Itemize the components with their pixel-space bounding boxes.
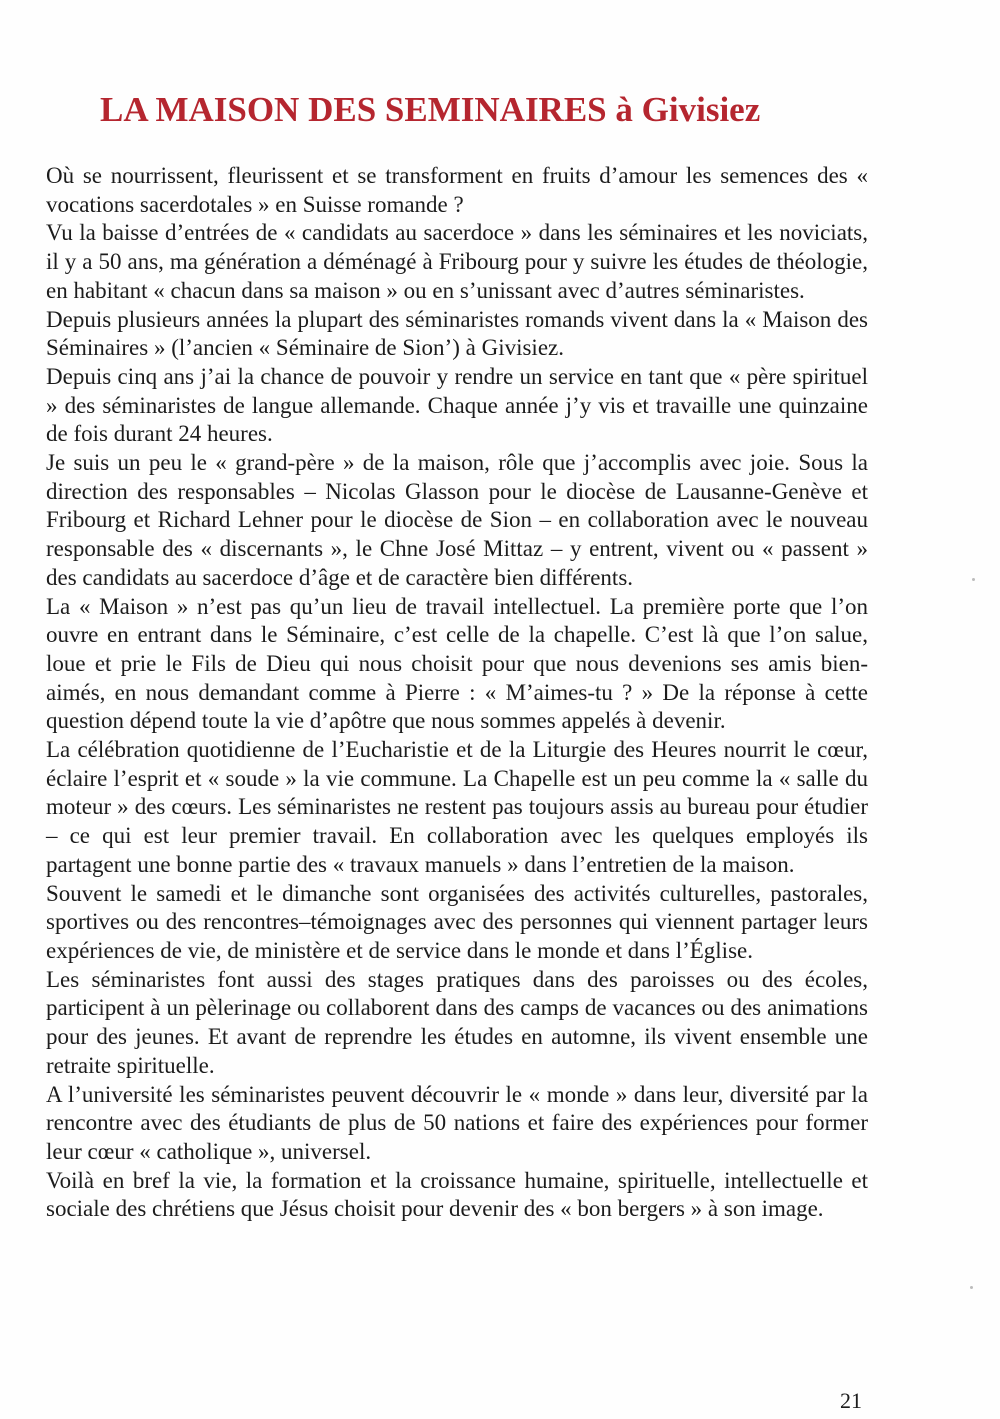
paragraph: La célébration quotidienne de l’Eucharistie et de la Liturgie des Heures nourrit le cœur, éclaire l’esprit et « soude » la vie commune. La Chapelle est un peu comme la « salle du moteur » des cœurs. Les séminaristes ne restent pas toujours assis au bureau pour étudier – ce qui est leur premier travail. En collaboration avec les quelques employés ils partagent une bonne partie des « travaux manuels » dans l’entretien de la maison.	[46, 737, 868, 877]
paragraph: Depuis plusieurs années la plupart des séminaristes romands vivent dans la « Maison des Séminaires » (l’ancien « Séminaire de Sion’) à Givisiez.	[46, 306, 868, 361]
paragraph: Les séminaristes font aussi des stages pratiques dans des paroisses ou des écoles, participent à un pèlerinage ou collaborent dans des camps de vacances ou des animations pour des jeunes. Et avant de reprendre les études en automne, ils vivent ensemble une retraite spirituelle.	[46, 966, 868, 1078]
article-body	[46, 162, 868, 1224]
paragraph: Depuis cinq ans j’ai la chance de pouvoir y rendre un service en tant que « père spirituel » des séminaristes de langue allemande. Chaque année j’y vis et travaille une quinzaine de fois durant 24 heures.	[46, 363, 868, 447]
paragraph: A l’université les séminaristes peuvent découvrir le « monde » dans leur, diversité par la rencontre avec des étudiants de plus de 50 nations et faire des expériences pour former leur cœur « catholique », universel.	[46, 1081, 868, 1164]
paragraph: Vu la baisse d’entrées de « candidats au sacerdoce » dans les séminaires et les noviciats, il y a 50 ans, ma génération a déménagé à Fribourg pour y suivre les études de théologie, en habitant « chacun dans sa maison » ou en s’unissant avec d’autres séminaristes.	[46, 220, 868, 303]
paragraph: Où se nourrissent, fleurissent et se transforment en fruits d’amour les semences des « vocations sacerdotales » en Suisse romande ?	[46, 163, 868, 217]
paragraph: Je suis un peu le « grand-père » de la maison, rôle que j’accomplis avec joie. Sous la direction des responsables – Nicolas Glasson pour le diocèse de Lausanne-Genève et Fribourg et Richard Lehner pour le diocèse de Sion – en collaboration avec le nouveau responsable des « discernants », le Chne José Mittaz – y entrent, vivent ou « passent » des candidats au sacerdoce d’âge et de caractère bien différents.	[46, 450, 868, 590]
article-title: LA MAISON DES SEMINAIRES à Givisiez	[100, 90, 761, 129]
paragraph: Voilà en bref la vie, la formation et la croissance humaine, spirituelle, intellectuelle et sociale des chrétiens que Jésus choisit pour devenir des « bon bergers » à son image.	[46, 1167, 868, 1222]
scan-speck	[970, 1286, 973, 1289]
scan-speck	[972, 578, 975, 581]
page-number: 21	[840, 1388, 862, 1413]
paragraph: Souvent le samedi et le dimanche sont organisées des activités culturelles, pastorales, sportives ou des rencontres–témoignages avec des personnes qui viennent partager leurs expériences de vie, de ministère et de service dans le monde et dans l’Église.	[46, 880, 868, 963]
paragraph: La « Maison » n’est pas qu’un lieu de travail intellectuel. La première porte que l’on ouvre en entrant dans le Séminaire, c’est celle de la chapelle. C’est là que l’on salue, loue et prie le Fils de Dieu qui nous choisit pour que nous devenions ses amis bien-aimés, en nous demandant comme à Pierre : « M’aimes-tu ? » De la réponse à cette question dépend toute la vie d’apôtre que nous sommes appelés à devenir.	[46, 593, 868, 734]
